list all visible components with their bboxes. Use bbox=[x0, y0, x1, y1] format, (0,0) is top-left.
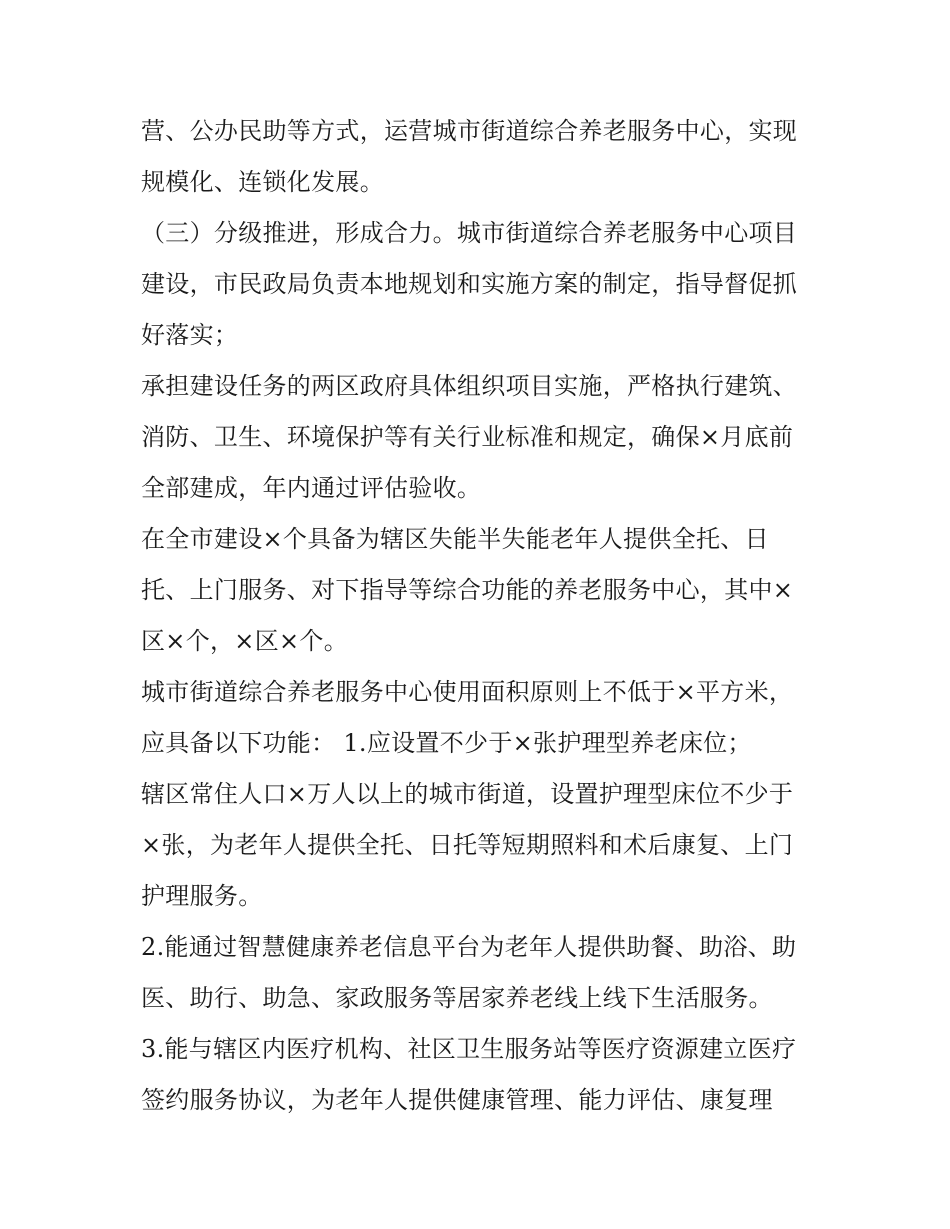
text-line: 承担建设任务的两区政府具体组织项目实施，严格执行建筑、 bbox=[141, 372, 798, 400]
text-line: 托、上门服务、对下指导等综合功能的养老服务中心，其中× bbox=[141, 576, 794, 604]
text-line: ×张，为老年人提供全托、日托等短期照料和术后康复、上门 bbox=[141, 831, 794, 859]
text-line: （三）分级推进，形成合力。城市街道综合养老服务中心项目 bbox=[141, 219, 798, 247]
text-line: 城市街道综合养老服务中心使用面积原则上不低于×平方米， bbox=[141, 678, 794, 706]
text-line: 签约服务协议，为老年人提供健康管理、能力评估、康复理 bbox=[141, 1086, 773, 1114]
text-line: 护理服务。 bbox=[141, 882, 263, 910]
text-line: 全部建成，年内通过评估验收。 bbox=[141, 474, 482, 502]
text-line: 好落实； bbox=[141, 321, 239, 349]
text-line: 建设，市民政局负责本地规划和实施方案的制定，指导督促抓 bbox=[141, 270, 798, 298]
text-line: 辖区常住人口×万人以上的城市街道，设置护理型床位不少于 bbox=[141, 780, 794, 808]
text-line: 医、助行、助急、家政服务等居家养老线上线下生活服务。 bbox=[141, 984, 773, 1012]
text-line: 营、公办民助等方式，运营城市街道综合养老服务中心，实现 bbox=[141, 117, 798, 145]
text-line: 应具备以下功能： 1.应设置不少于×张护理型养老床位； bbox=[141, 729, 752, 757]
text-line: 消防、卫生、环境保护等有关行业标准和规定，确保×月底前 bbox=[141, 423, 794, 451]
text-line: 3.能与辖区内医疗机构、社区卫生服务站等医疗资源建立医疗 bbox=[141, 1035, 797, 1063]
text-line: 2.能通过智慧健康养老信息平台为老年人提供助餐、助浴、助 bbox=[141, 933, 797, 961]
text-line: 规模化、连锁化发展。 bbox=[141, 168, 384, 196]
text-line: 区×个，×区×个。 bbox=[141, 627, 349, 655]
document-body bbox=[141, 109, 831, 1129]
text-line: 在全市建设×个具备为辖区失能半失能老年人提供全托、日 bbox=[141, 525, 769, 553]
